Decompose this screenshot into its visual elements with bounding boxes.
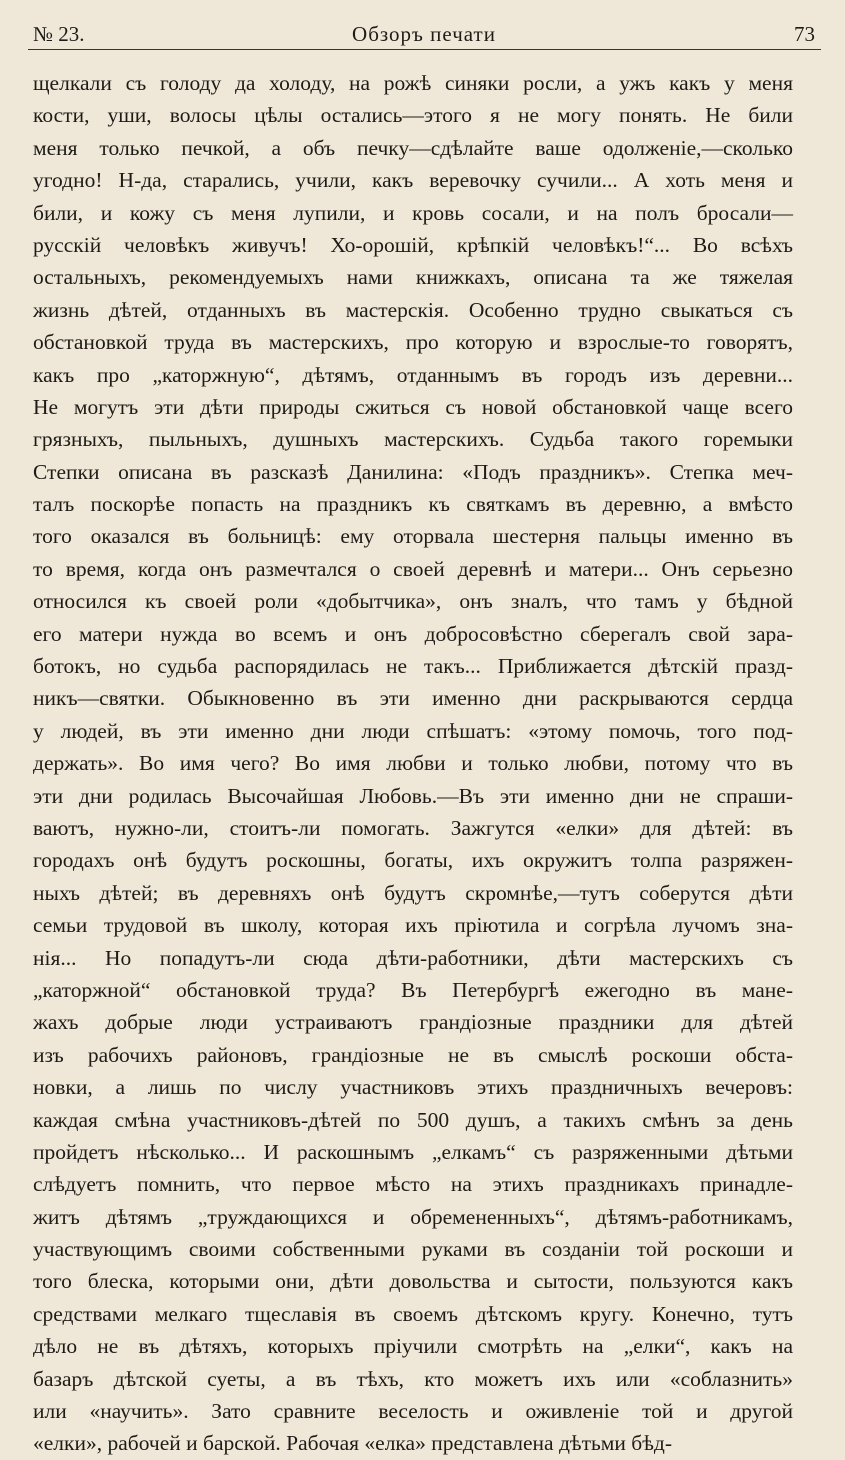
text-line: городахъ онѣ будутъ роскошны, богаты, ихъ окружитъ толпа разряжен- <box>33 848 793 873</box>
page-header <box>33 18 815 48</box>
text-line: относился къ своей роли «добытчика», онъ зналъ, что тамъ у бѣдной <box>33 589 793 614</box>
text-line: ныхъ дѣтей; въ деревняхъ онѣ будутъ скромнѣе,—тутъ соберутся дѣти <box>33 880 793 905</box>
text-line: Не могутъ эти дѣти природы сжиться съ новой обстановкой чаще всего <box>33 394 793 419</box>
running-title: Обзоръ печати <box>352 22 496 46</box>
text-line: средствами мелкаго тщеславія въ своемъ дѣтскомъ кругу. Конечно, тутъ <box>33 1301 793 1326</box>
text-line: изъ рабочихъ районовъ, грандіозные не въ смыслѣ роскоши обста- <box>33 1042 793 1067</box>
text-line: у людей, въ эти именно дни люди спѣшатъ: «этому помочь, того под- <box>33 718 793 743</box>
text-line: семьи трудовой въ школу, которая ихъ пріютила и согрѣла лучомъ зна- <box>33 913 793 938</box>
issue-number: № 23. <box>33 22 85 46</box>
header-rule <box>28 49 821 50</box>
text-line: какъ про „каторжную“, дѣтямъ, отданнымъ въ городъ изъ деревни... <box>33 362 793 387</box>
text-line: никъ—святки. Обыкновенно въ эти именно дни раскрываются сердца <box>33 686 793 711</box>
page-number: 73 <box>794 22 815 46</box>
text-line: меня только печкой, а объ печку—сдѣлайте ваше одолженіе,—сколько <box>33 135 793 160</box>
text-line: того оказался въ больницѣ: ему оторвала шестерня пальцы именно въ <box>33 524 793 549</box>
text-line: „каторжной“ обстановкой труда? Въ Петербургѣ ежегодно въ мане- <box>33 977 793 1002</box>
text-line: то время, когда онъ размечтался о своей деревнѣ и матери... Онъ серьезно <box>33 556 793 581</box>
text-line: или «научить». Зато сравните веселость и оживленіе той и другой <box>33 1399 793 1424</box>
text-line: его матери нужда во всемъ и онъ добросовѣстно сберегалъ свой зара- <box>33 621 793 646</box>
text-line: обстановкой труда въ мастерскихъ, про которую и взрослые-то говорятъ, <box>33 330 793 355</box>
text-line: «елки», рабочей и барской. Рабочая «елка» представлена дѣтьми бѣд- <box>33 1431 672 1456</box>
text-line: жизнь дѣтей, отданныхъ въ мастерскія. Особенно трудно свыкаться съ <box>33 297 793 322</box>
text-line: участвующимъ своими собственными руками въ созданіи той роскоши и <box>33 1237 793 1262</box>
text-line: ваютъ, нужно-ли, стоитъ-ли помогать. Зажгутся «елки» для дѣтей: въ <box>33 815 793 840</box>
text-line: того блеска, которыми они, дѣти довольства и сытости, пользуются какъ <box>33 1269 793 1294</box>
text-line: нія... Но попадутъ-ли сюда дѣти-работники, дѣти мастерскихъ съ <box>33 945 793 970</box>
text-line: пройдетъ нѣсколько... И раскошнымъ „елкамъ“ съ разряженными дѣтьми <box>33 1139 793 1164</box>
text-line: грязныхъ, пыльныхъ, душныхъ мастерскихъ. Судьба такого горемыки <box>33 427 793 452</box>
text-line: слѣдуетъ помнить, что первое мѣсто на этихъ праздникахъ принадле- <box>33 1172 793 1197</box>
text-line: каждая смѣна участниковъ-дѣтей по 500 душъ, а такихъ смѣнъ за день <box>33 1107 793 1132</box>
text-line: щелкали съ голоду да холоду, на рожѣ синяки росли, а ужъ какъ у меня <box>33 71 793 95</box>
text-line: ботокъ, но судьба распорядилась не такъ... Приближается дѣтскій празд- <box>33 654 793 679</box>
text-line: эти дни родилась Высочайшая Любовь.—Въ эти именно дни не спраши- <box>33 783 793 808</box>
body-text <box>33 67 793 1460</box>
text-line: талъ поскорѣе попасть на праздникъ къ святкамъ въ деревню, а вмѣсто <box>33 492 793 517</box>
text-line: били, и кожу съ меня лупили, и кровь сосали, и на полъ бросали— <box>33 200 793 225</box>
text-line: дѣло не въ дѣтяхъ, которыхъ пріучили смотрѣть на „елки“, какъ на <box>33 1334 793 1359</box>
text-line: русскій человѣкъ живучъ! Хо-орошій, крѣпкій человѣкъ!“... Во всѣхъ <box>33 232 793 257</box>
text-line: жахъ добрые люди устраиваютъ грандіозные праздники для дѣтей <box>33 1010 793 1035</box>
text-line: житъ дѣтямъ „труждающихся и обремененныхъ“, дѣтямъ-работникамъ, <box>33 1204 793 1229</box>
text-line: держать». Во имя чего? Во имя любви и только любви, потому что въ <box>33 751 793 776</box>
text-line: Степки описана въ разсказѣ Данилина: «Подъ праздникъ». Степка меч- <box>33 459 793 484</box>
text-line: остальныхъ, рекомендуемыхъ нами книжкахъ, описана та же тяжелая <box>33 265 793 290</box>
text-line: базаръ дѣтской суеты, а въ тѣхъ, кто можетъ ихъ или «соблазнить» <box>33 1366 793 1391</box>
text-line: новки, а лишь по числу участниковъ этихъ праздничныхъ вечеровъ: <box>33 1075 793 1100</box>
text-line: угодно! Н-да, старались, учили, какъ веревочку сучили... А хоть меня и <box>33 168 793 193</box>
text-line: кости, уши, волосы цѣлы остались—этого я не могу понять. Не били <box>33 103 793 128</box>
